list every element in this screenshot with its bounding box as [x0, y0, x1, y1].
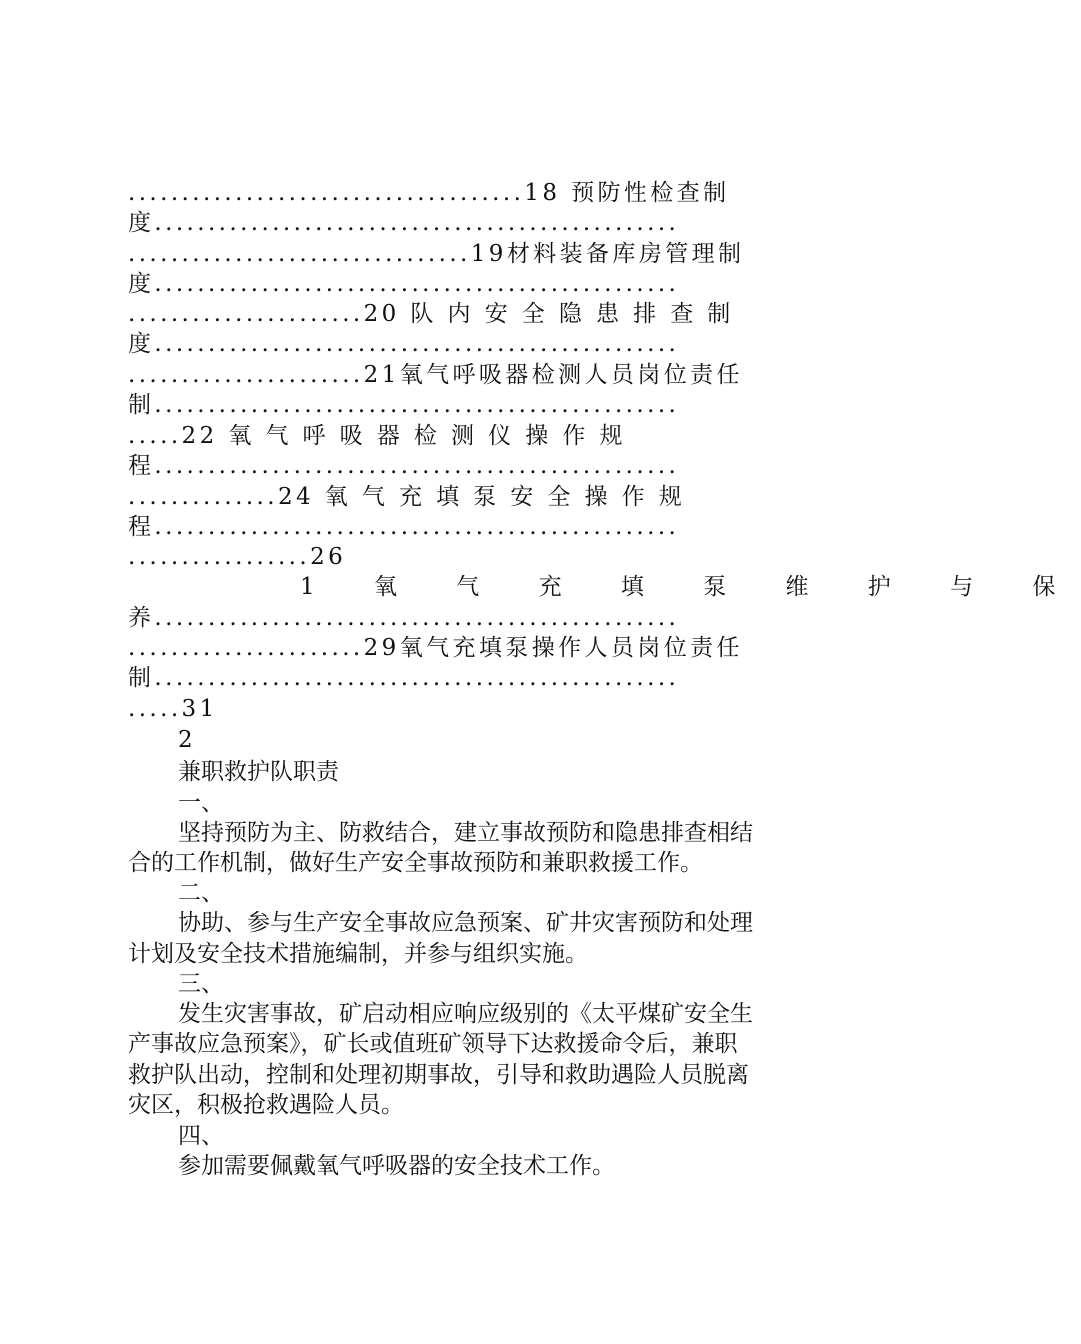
section-4-number: 四、	[178, 1123, 224, 1149]
toc-line-12: 程.................................................	[128, 514, 680, 540]
toc-line-3: ................................19材料装备库房管理制	[128, 241, 745, 267]
section-3-line-4: 灾区，积极抢救遇险人员。	[128, 1092, 404, 1118]
toc-line-10: 程.................................................	[128, 453, 680, 479]
toc-line-8: 制.................................................	[128, 392, 680, 418]
toc-line-5: ......................20 队 内 安 全 隐 患 排 查 制	[128, 301, 734, 327]
section-1-line-2: 合的工作机制，做好生产安全事故预防和兼职救援工作。	[128, 850, 703, 876]
toc-line-6: 度.................................................	[128, 331, 680, 357]
toc-line-17: 制.................................................	[128, 665, 680, 691]
section-3-number: 三、	[178, 971, 224, 997]
toc-line-7: ......................21氧气呼吸器检测人员岗位责任	[128, 362, 743, 388]
section-3-line-2: 产事故应急预案》，矿长或值班矿领导下达救援命令后，兼职	[128, 1031, 738, 1057]
toc-line-1: .....................................18 预防性检查制	[128, 180, 730, 206]
section-3-line-3: 救护队出动，控制和处理初期事故，引导和救助遇险人员脱离	[128, 1062, 749, 1088]
section-2-line-1: 协助、参与生产安全事故应急预案、矿井灾害预防和处理	[178, 910, 753, 936]
toc-line-2: 度.................................................	[128, 210, 680, 236]
toc-line-11: ..............24 氧 气 充 填 泵 安 全 操 作 规	[128, 484, 686, 510]
toc-line-15: 养.................................................	[128, 605, 680, 631]
section-1-number: 一、	[178, 790, 224, 816]
section-4-line-1: 参加需要佩戴氧气呼吸器的安全技术工作。	[178, 1153, 615, 1179]
toc-line-18: .....31	[128, 696, 218, 722]
section-2-number: 二、	[178, 880, 224, 906]
toc-line-13: .................26	[128, 544, 347, 570]
section-title: 兼职救护队职责	[178, 759, 339, 785]
page-number: 2	[178, 727, 193, 753]
toc-line-9: .....22 氧 气 呼 吸 器 检 测 仪 操 作 规	[128, 423, 626, 449]
section-2-line-2: 计划及安全技术措施编制，并参与组织实施。	[128, 941, 588, 967]
toc-line-14: 1 氧 气 充 填 泵 维 护 与 保	[300, 574, 1081, 600]
section-3-line-1: 发生灾害事故，矿启动相应响应级别的《太平煤矿安全生	[178, 1001, 753, 1027]
section-1-line-1: 坚持预防为主、防救结合，建立事故预防和隐患排查相结	[178, 820, 753, 846]
toc-line-16: ......................29氧气充填泵操作人员岗位责任	[128, 635, 743, 661]
toc-line-4: 度.................................................	[128, 271, 680, 297]
